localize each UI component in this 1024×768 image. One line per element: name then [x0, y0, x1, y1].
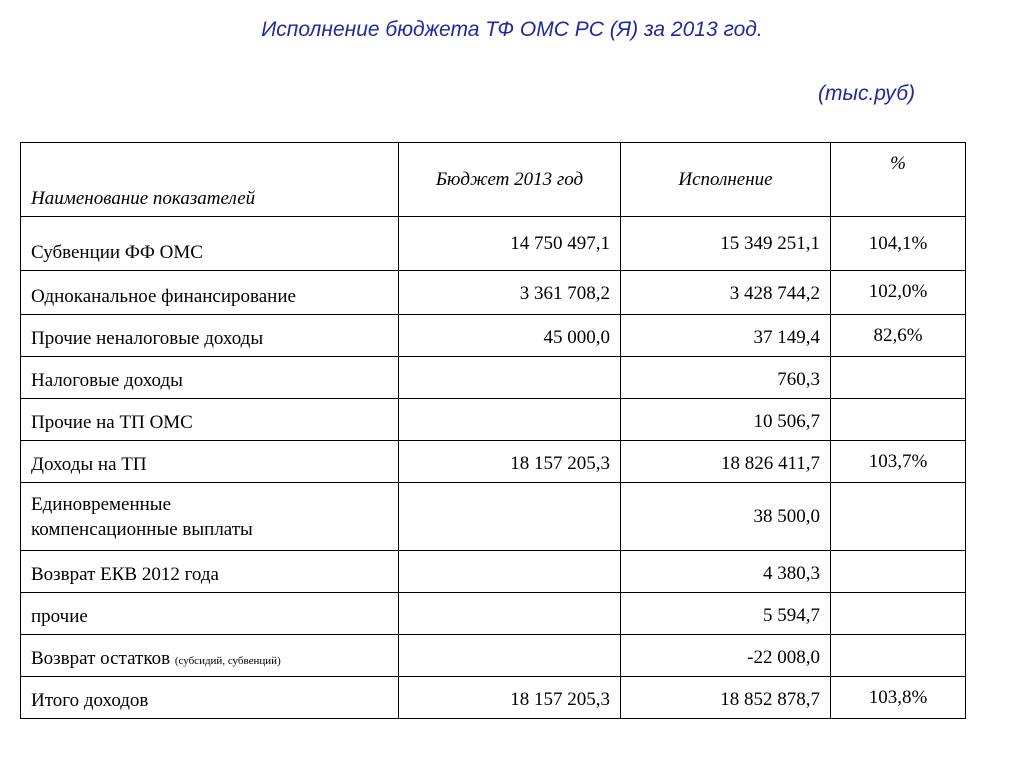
row-name: Доходы на ТП [21, 441, 399, 483]
row-name: Прочие неналоговые доходы [21, 315, 399, 357]
row-execution: -22 008,0 [621, 635, 831, 677]
row-name-line-2: компенсационные выплаты [31, 519, 253, 540]
table-row [21, 315, 966, 357]
row-budget: 14 750 497,1 [399, 217, 621, 271]
row-name-note: (субсидий, субвенций) [174, 655, 281, 667]
row-percent [831, 593, 966, 635]
row-budget [399, 483, 621, 551]
header-budget: Бюджет 2013 год [399, 143, 621, 217]
table-row [21, 399, 966, 441]
row-execution: 3 428 744,2 [621, 271, 831, 315]
row-budget [399, 551, 621, 593]
header-percent: % [831, 143, 966, 217]
header-execution: Исполнение [621, 143, 831, 217]
row-percent [831, 551, 966, 593]
row-execution: 18 852 878,7 [621, 677, 831, 719]
row-execution: 760,3 [621, 357, 831, 399]
budget-table [20, 142, 966, 719]
row-budget [399, 357, 621, 399]
units-label: (тыс.руб) [818, 82, 916, 105]
row-execution: 10 506,7 [621, 399, 831, 441]
table-row [21, 271, 966, 315]
row-budget: 3 361 708,2 [399, 271, 621, 315]
table-row [21, 635, 966, 677]
row-budget [399, 635, 621, 677]
row-budget [399, 593, 621, 635]
row-budget [399, 399, 621, 441]
row-execution: 18 826 411,7 [621, 441, 831, 483]
row-budget: 45 000,0 [399, 315, 621, 357]
row-percent [831, 357, 966, 399]
table-header-row [21, 143, 966, 217]
row-name [21, 635, 399, 677]
header-name: Наименование показателей [21, 143, 399, 217]
table-row [21, 593, 966, 635]
table-row [21, 217, 966, 271]
row-execution: 15 349 251,1 [621, 217, 831, 271]
table-row [21, 483, 966, 551]
row-name: Возврат ЕКВ 2012 года [21, 551, 399, 593]
table-row [21, 357, 966, 399]
row-percent: 102,0% [831, 271, 966, 315]
row-budget: 18 157 205,3 [399, 677, 621, 719]
row-execution: 37 149,4 [621, 315, 831, 357]
page-title: Исполнение бюджета ТФ ОМС РС (Я) за 2013 год. [261, 18, 763, 41]
row-name: Субвенции ФФ ОМС [21, 217, 399, 271]
row-name-main: Возврат остатков [31, 648, 171, 669]
row-percent [831, 483, 966, 551]
table-row [21, 551, 966, 593]
row-name: прочие [21, 593, 399, 635]
row-percent: 103,8% [831, 677, 966, 719]
row-execution: 5 594,7 [621, 593, 831, 635]
row-percent [831, 635, 966, 677]
row-name: Налоговые доходы [21, 357, 399, 399]
row-budget: 18 157 205,3 [399, 441, 621, 483]
table-row [21, 677, 966, 719]
row-name: Прочие на ТП ОМС [21, 399, 399, 441]
row-name [21, 483, 399, 551]
row-name: Итого доходов [21, 677, 399, 719]
row-execution: 38 500,0 [621, 483, 831, 551]
row-percent: 104,1% [831, 217, 966, 271]
row-percent [831, 399, 966, 441]
row-execution: 4 380,3 [621, 551, 831, 593]
row-percent: 82,6% [831, 315, 966, 357]
row-percent: 103,7% [831, 441, 966, 483]
row-name: Одноканальное финансирование [21, 271, 399, 315]
row-name-line-1: Единовременные [31, 494, 172, 515]
table-row [21, 441, 966, 483]
